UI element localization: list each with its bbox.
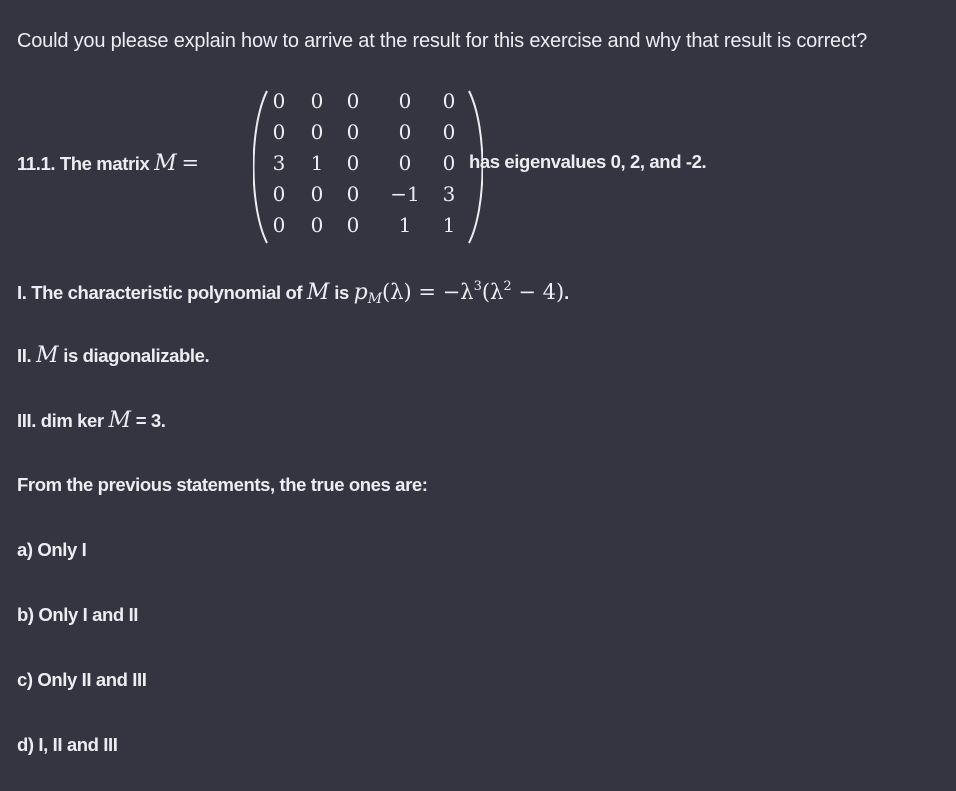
matrix-entry: 1 [398, 213, 412, 237]
option-c: c) Only II and III [17, 669, 147, 690]
statement-2 [17, 343, 209, 368]
problem-label: 11.1. The matrix [17, 153, 150, 174]
statement-1-symbol: M [306, 280, 330, 305]
problem-lead [17, 151, 199, 176]
statement-1-prefix: I. The characteristic polynomial of [17, 282, 303, 303]
poly-subscript: M [367, 291, 383, 307]
statement-1 [17, 279, 569, 307]
intro-text: Could you please explain how to arrive at the result for this exercise and why that result is correct? [17, 30, 868, 52]
matrix-entry: 0 [310, 120, 324, 144]
matrix-entry: 0 [398, 151, 412, 175]
equals-sign: = [181, 151, 200, 175]
matrix-symbol: M [154, 151, 177, 176]
matrix-entry: 0 [442, 89, 456, 113]
statement-2-symbol: M [35, 343, 59, 368]
matrix-entry: 3 [442, 182, 456, 206]
statement-1-is: is [334, 282, 349, 303]
matrix-entry: 3 [272, 151, 286, 175]
statement-3-symbol: M [108, 408, 131, 433]
statement-3 [17, 408, 166, 433]
poly-exp-2: 2 [503, 279, 512, 294]
matrix-entry: 0 [346, 89, 360, 113]
matrix-entry: −1 [390, 182, 420, 206]
matrix-entry: 0 [310, 89, 324, 113]
matrix-entry: 0 [346, 213, 360, 237]
matrix-entry: 0 [398, 89, 412, 113]
statement-3-suffix: = 3. [135, 410, 166, 431]
matrix-entry: 0 [442, 120, 456, 144]
option-b: b) Only I and II [17, 604, 139, 625]
matrix-entry: 0 [398, 120, 412, 144]
matrix-entry: 0 [346, 120, 360, 144]
poly-p: p [353, 280, 368, 305]
matrix-entry: 0 [310, 182, 324, 206]
matrix-entry: 0 [272, 182, 286, 206]
matrix-entry: 1 [310, 151, 324, 175]
matrix-entry: 0 [442, 151, 456, 175]
statement-2-suffix: is diagonalizable. [63, 345, 210, 366]
matrix-entry: 1 [442, 213, 456, 237]
option-d: d) I, II and III [17, 734, 118, 755]
poly-formula-b: (λ [481, 280, 504, 304]
matrix-entry: 0 [272, 213, 286, 237]
poly-formula-a: (λ) = −λ [382, 280, 474, 304]
matrix-entry: 0 [272, 89, 286, 113]
matrix-entry: 0 [310, 213, 324, 237]
statement-3-prefix: III. dim ker [17, 410, 104, 431]
poly-exp-3: 3 [473, 279, 482, 294]
statement-2-prefix: II. [17, 345, 32, 366]
eigenvalues-text: has eigenvalues 0, 2, and -2. [469, 151, 707, 172]
matrix-m [253, 87, 483, 247]
question-text: From the previous statements, the true ones are: [17, 474, 428, 495]
matrix-entry: 0 [346, 151, 360, 175]
poly-formula-c: − 4) [511, 280, 565, 304]
matrix-entry: 0 [346, 182, 360, 206]
option-a: a) Only I [17, 539, 87, 560]
statement-1-end: . [564, 282, 569, 303]
problem-statement [17, 87, 917, 247]
matrix-entry: 0 [272, 120, 286, 144]
